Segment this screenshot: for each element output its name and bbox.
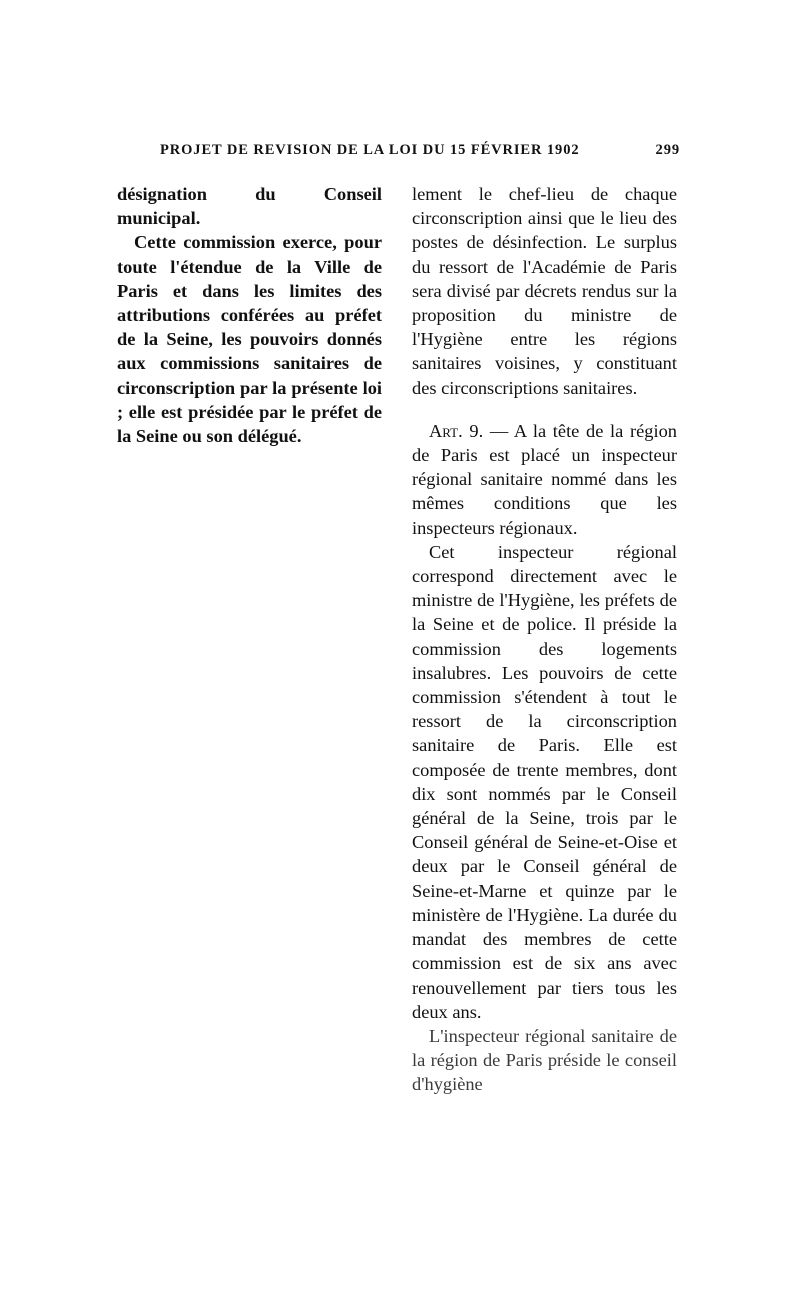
right-paragraph-4: L'inspecteur régional sanitaire de la région de Paris préside le conseil d'hygiène [412,1025,677,1095]
article-label: Art. 9. [429,420,484,441]
running-title: PROJET DE REVISION DE LA LOI DU 15 FÉVRIER 1902 [160,142,580,158]
article-text: — A la tête de la région de Paris est placé un inspecteur régional sanitaire nommé dans les mêmes conditions que les inspecteurs régionaux. [412,420,677,538]
left-paragraph-1: désignation du Conseil municipal. [117,184,382,229]
right-paragraph-1: lement le chef-lieu de chaque circonscription ainsi que le lieu des postes de désinfection. Le surplus du ressort de l'Académie de Paris sera divisé par décrets rendus sur la proposition du ministre de l'Hygiène entre les régions sanitaires voisines, y constituant des circonscriptions sanitaires. [412,184,677,398]
article-paragraph [412,419,677,540]
left-paragraph-2: Cette commission exerce, pour toute l'étendue de la Ville de Paris et dans les limites des attributions conférées au préfet de la Seine, les pouvoirs donnés aux commissions sanitaires de circonscription par la présente loi ; elle est présidée par le préfet de la Seine ou son délégué. [117,232,382,447]
right-column [412,182,677,1097]
page-number: 299 [655,142,680,158]
right-paragraph-3: Cet inspecteur régional correspond directement avec le ministre de l'Hygiène, les préfets de la Seine et de police. Il préside la commission des logements insalubres. Les pouvoirs de cette commission s'étendent à tout le ressort de la circonscription sanitaire de Paris. Elle est composée de trente membres, dont dix sont nommés par le Conseil général de la Seine, trois par le Conseil général de Seine-et-Oise et deux par le Conseil général de Seine-et-Marne et quinze par le ministère de l'Hygiène. La durée du mandat des membres de cette commission est de six ans avec renouvellement par tiers tous les deux ans. [412,541,677,1022]
running-header [160,142,680,159]
left-column [117,182,382,448]
